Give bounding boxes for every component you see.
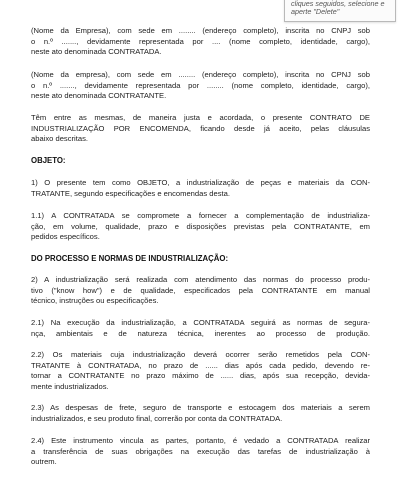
text-line: 1) O presente tem como OBJETO, a industrialização de peças e materiais da CON- [31, 178, 370, 187]
text-line: 1.1) A CONTRATADA se compromete a fornecer a complementação de industrializa- [31, 211, 370, 220]
text-line: abaixo descritas. [31, 134, 88, 144]
text-line: TRATANTE, segundo especificações e encomendas desta. [31, 188, 230, 198]
delete-hint-tooltip [284, 0, 396, 22]
text-line: 2.1) Na execução da industrialização, a CONTRATADA seguirá as normas de segura- [31, 318, 370, 327]
text-line: 2.3) As despesas de frete, seguro de transporte e estocagem dos materiais a serem [31, 403, 370, 412]
text-line: tornar a CONTRATANTE no prazo máximo de ...... dias, após sua recepção, devida- [31, 371, 370, 381]
text-line: mente industrializados. [31, 381, 109, 391]
clause-2-4 [31, 436, 370, 468]
text-line: o n.º ......., devidamente representada por .... (nome completo, identidade, cargo), [31, 36, 370, 46]
text-line: nça, ambientais e de natureza técnica, inerentes ao processo de produção. [31, 328, 370, 338]
text-line: (Nome da Empresa), com sede em ........ (endereço completo), inscrita no CNPJ sob [31, 26, 370, 35]
text-line: Têm entre as mesmas, de maneira justa e acordada, o presente CONTRATO DE [31, 113, 370, 122]
text-line: TRATANTE à CONTRATADA, no prazo de ...... dias após cada pedido, devendo re- [31, 360, 370, 370]
text-line: a transferência de suas obrigações na execução das tarefas de industrialização à [31, 446, 370, 456]
objeto-heading: OBJETO: [31, 156, 66, 165]
text-line: o n.º ......., devidamente representada por ........ (nome completo, identidade, cargo), [31, 80, 370, 90]
processo-heading: DO PROCESSO E NORMAS DE INDUSTRIALIZAÇÃO: [31, 254, 229, 263]
tooltip-line: aperte "Delete" [291, 7, 340, 17]
text-line: 2.4) Este instrumento vincula as partes, portanto, é vedado a CONTRATADA realizar [31, 436, 370, 445]
tooltip-line: cliques seguidos, selecione e [291, 0, 385, 8]
contratante-paragraph [31, 70, 370, 102]
text-line: (Nome da empresa), com sede em ........ (endereço completo), inscrita no CPNJ sob [31, 70, 370, 79]
preamble-paragraph [31, 113, 370, 145]
contratada-paragraph [31, 26, 370, 58]
text-line: neste ato denominada CONTRATANTE. [31, 91, 167, 101]
clause-2-1 [31, 318, 370, 339]
clause-2 [31, 275, 370, 307]
clause-1-1 [31, 211, 370, 243]
text-line: técnico, instruções ou especificações. [31, 296, 159, 306]
text-line: pedidos específicos. [31, 232, 100, 242]
clause-2-3 [31, 403, 370, 424]
clause-2-2 [31, 350, 370, 392]
text-line: tivo ("know how") e de qualidade, especificados pela CONTRATANTE em manual [31, 285, 370, 295]
text-line: ção, em volume, qualidade, prazo e disposições previstas pela CONTRATANTE, em [31, 221, 370, 231]
text-line: neste ato denominada CONTRATADA. [31, 47, 162, 57]
text-line: INDUSTRIALIZAÇÃO POR ENCOMENDA, ficando desde já aceito, pelas cláusulas [31, 123, 370, 133]
text-line: outrem. [31, 457, 57, 467]
text-line: industrializados, e seu produto final, correrão por conta da CONTRATADA. [31, 413, 283, 423]
text-line: 2) A industrialização será realizada com atendimento das normas do processo produ- [31, 275, 370, 284]
text-line: 2.2) Os materiais cuja industrialização deverá ocorrer serão remetidos pela CON- [31, 350, 370, 359]
clause-1 [31, 178, 370, 199]
